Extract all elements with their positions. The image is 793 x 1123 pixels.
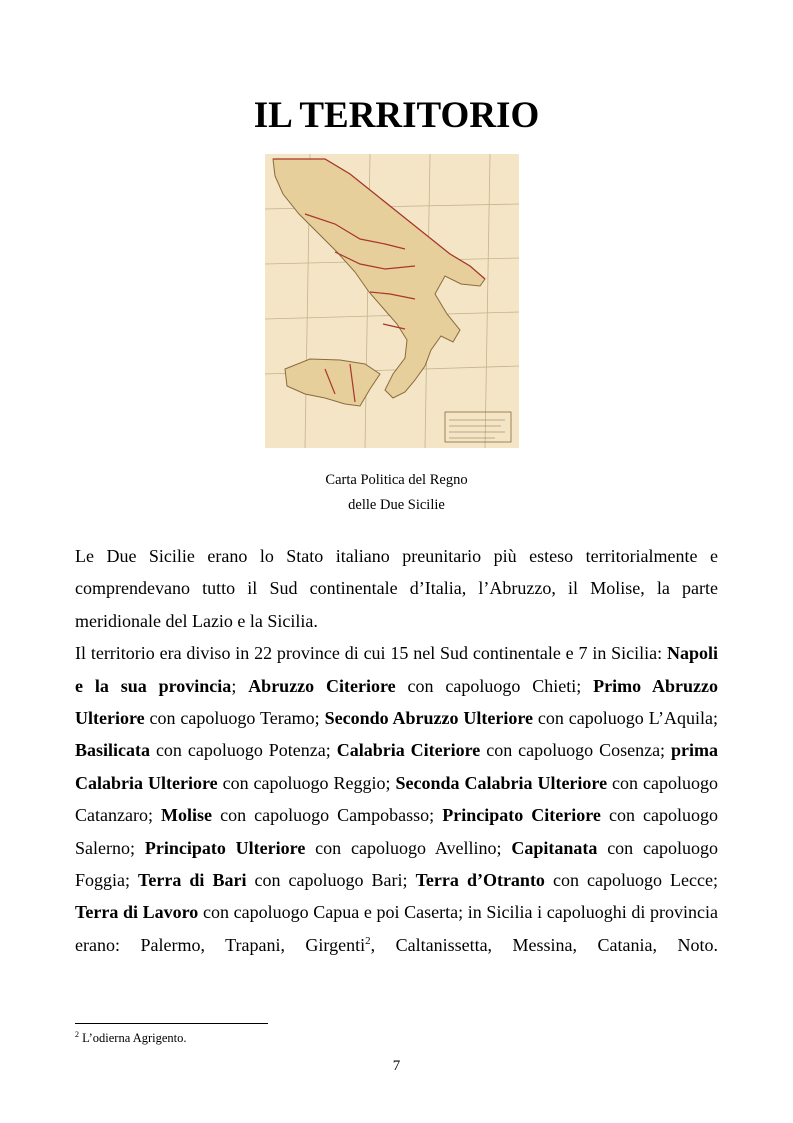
footnote-number: 2 (75, 1029, 79, 1039)
footnote-text: L’odierna Agrigento. (79, 1031, 187, 1045)
province-text: con capoluogo Salerno; (75, 805, 719, 858)
paragraph-2 (75, 637, 718, 961)
province-name: Molise (161, 805, 213, 826)
province-text: con capoluogo L’Aquila; (533, 708, 719, 729)
province-name: Napoli e la sua provincia (75, 643, 718, 696)
province-name: Basilicata (75, 740, 150, 761)
map-of-kingdom-of-two-sicilies-icon (265, 154, 519, 448)
province-name: Calabria Citeriore (336, 740, 481, 761)
paragraph-2-ending: , Caltanissetta, Messina, Catania, Noto. (370, 934, 718, 955)
province-text: con capoluogo Campobasso; (212, 805, 443, 826)
province-text: con capoluogo Teramo; (144, 708, 325, 729)
map-image (265, 154, 519, 448)
province-name: Seconda Calabria Ulteriore (395, 772, 608, 793)
province-text: con capoluogo Potenza; (150, 740, 337, 761)
footnote-separator (75, 1023, 268, 1024)
province-text: con capoluogo Lecce; (544, 870, 718, 891)
paragraph-2-intro: Il territorio era diviso in 22 province di cui 15 nel Sud continentale e 7 in Sicilia: (75, 643, 667, 664)
caption-line-2: delle Due Sicilie (348, 497, 445, 513)
province-text: con capoluogo Catanzaro; (75, 772, 718, 826)
province-name: Terra di Lavoro (75, 902, 199, 923)
caption-line-1: Carta Politica del Regno (325, 472, 468, 488)
province-name: Secondo Abruzzo Ulteriore (324, 708, 534, 729)
province-text: con capoluogo Chieti; (395, 675, 594, 696)
province-name: Terra di Bari (138, 870, 247, 891)
province-name: Terra d’Otranto (415, 870, 545, 891)
province-text: con capoluogo Cosenza; (480, 740, 672, 761)
province-text: con capoluogo Foggia; (75, 837, 718, 891)
page-title: IL TERRITORIO (253, 95, 540, 136)
footnote-reference[interactable]: 2 (365, 934, 371, 947)
province-text: con capoluogo Avellino; (305, 837, 512, 858)
province-name: Capitanata (511, 837, 598, 858)
body-text (75, 540, 718, 961)
page-number: 7 (392, 1058, 401, 1074)
footnote (75, 1029, 187, 1047)
province-text: con capoluogo Bari; (246, 870, 416, 891)
province-text: con capoluogo Reggio; (217, 772, 396, 793)
province-name: prima Calabria Ulteriore (75, 740, 719, 793)
province-name: Principato Ulteriore (144, 837, 306, 858)
paragraph-1: Le Due Sicilie erano lo Stato italiano preunitario più esteso territorialmente e comprendevano tutto il Sud continentale d’Italia, l’Abruzzo, il Molise, la parte meridionale del Lazio e la Sicilia. (75, 546, 718, 631)
province-text: ; (231, 675, 249, 696)
province-name: Abruzzo Citeriore (248, 675, 396, 696)
province-name: Principato Citeriore (442, 805, 601, 826)
province-text: con capoluogo Capua e poi Caserta; in Sicilia i capoluoghi di provincia erano: Palermo, Trapani, Girgenti (75, 902, 718, 955)
province-name: Primo Abruzzo Ulteriore (75, 675, 719, 729)
